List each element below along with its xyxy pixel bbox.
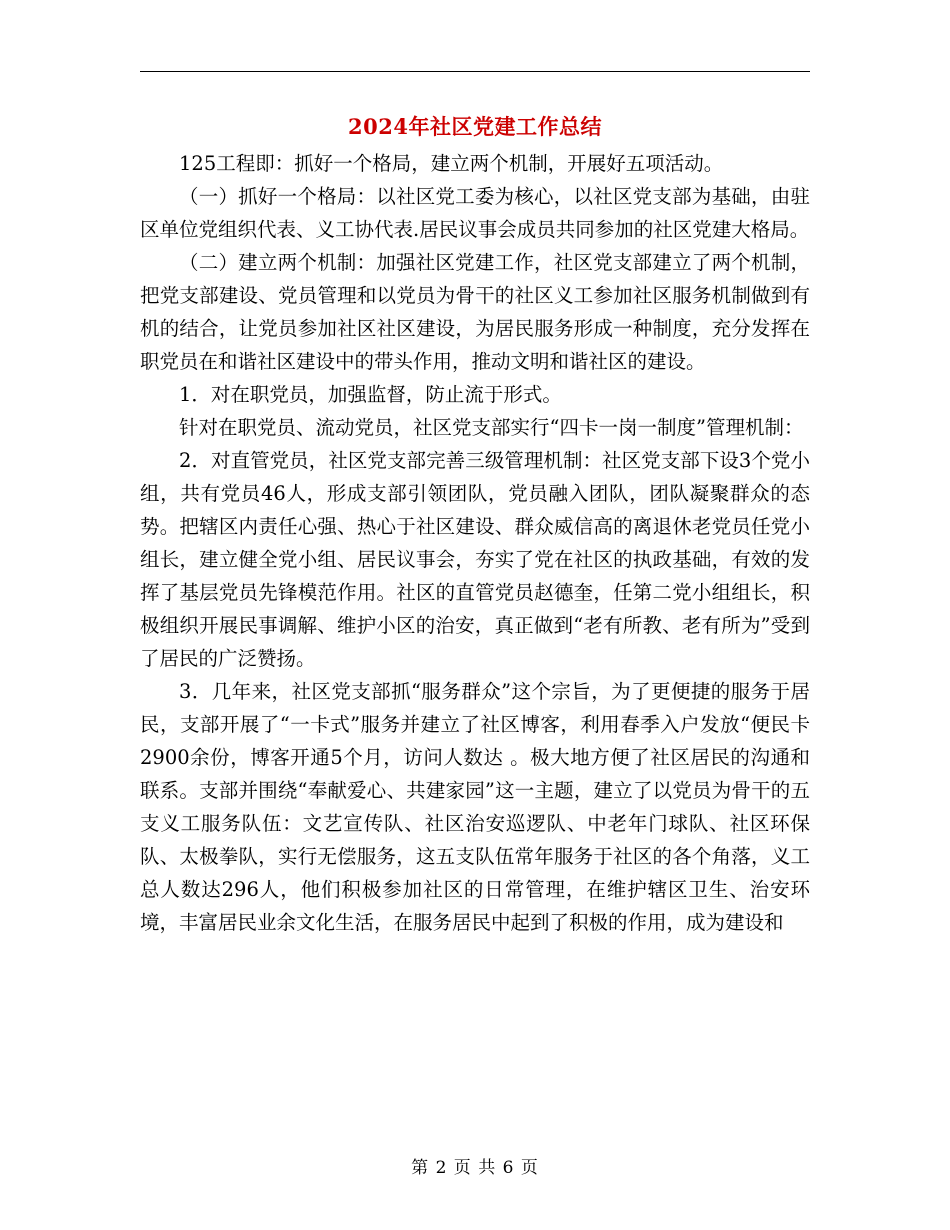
paragraph-2: （一）抓好一个格局：以社区党工委为核心，以社区党支部为基础，由驻区单位党组织代表、义工协代表.居民议事会成员共同参加的社区党建大格局。	[140, 185, 810, 241]
paragraph-6: 2．对直管党员，社区党支部完善三级管理机制：社区党支部下设3个党小组，共有党员46人，形成支部引领团队，党员融入团队，团队凝聚群众的态势。把辖区内责任心强、热心于社区建设、群众威信高的离退休老党员任党小组长，建立健全党小组、居民议事会，夯实了党在社区的执政基础，有效的发挥了基层党员先锋模范作用。社区的直管党员赵德奎，任第二党小组组长，积极组织开展民事调解、维护小区的治安，真正做到“老有所教、老有所为”受到了居民的广泛赞扬。	[140, 449, 810, 670]
page-number: 第 2 页 共 6 页	[411, 1158, 539, 1178]
paragraph-4: 1．对在职党员，加强监督，防止流于形式。	[179, 383, 562, 406]
paragraph-5: 针对在职党员、流动党员，社区党支部实行“四卡一岗一制度”管理机制：	[179, 416, 804, 439]
document-body	[140, 147, 810, 939]
header-rule	[140, 71, 810, 72]
paragraph-1: 125工程即：抓好一个格局，建立两个机制，开展好五项活动。	[179, 152, 724, 175]
paragraph-3: （二）建立两个机制：加强社区党建工作，社区党支部建立了两个机制，把党支部建设、党员管理和以党员为骨干的社区义工参加社区服务机制做到有机的结合，让党员参加社区社区建设，为居民服务形成一种制度，充分发挥在职党员在和谐社区建设中的带头作用，推动文明和谐社区的建设。	[140, 251, 810, 373]
document-title: 2024年社区党建工作总结	[348, 114, 602, 139]
paragraph-7: 3．几年来，社区党支部抓“服务群众”这个宗旨，为了更便捷的服务于居民，支部开展了“一卡式”服务并建立了社区博客，利用春季入户发放“便民卡2900余份，博客开通5个月，访问人数达 。极大地方便了社区居民的沟通和联系。支部并围绕“奉献爱心、共建家园”这一主题，建立了以党员为骨干的五支义工服务队伍：文艺宣传队、社区治安巡逻队、中老年门球队、社区环保队、太极拳队，实行无偿服务，这五支队伍常年服务于社区的各个角落，义工总人数达296人，他们积极参加社区的日常管理，在维护辖区卫生、治安环境，丰富居民业余文化生活，在服务居民中起到了积极的作用，成为建设和	[140, 680, 810, 934]
